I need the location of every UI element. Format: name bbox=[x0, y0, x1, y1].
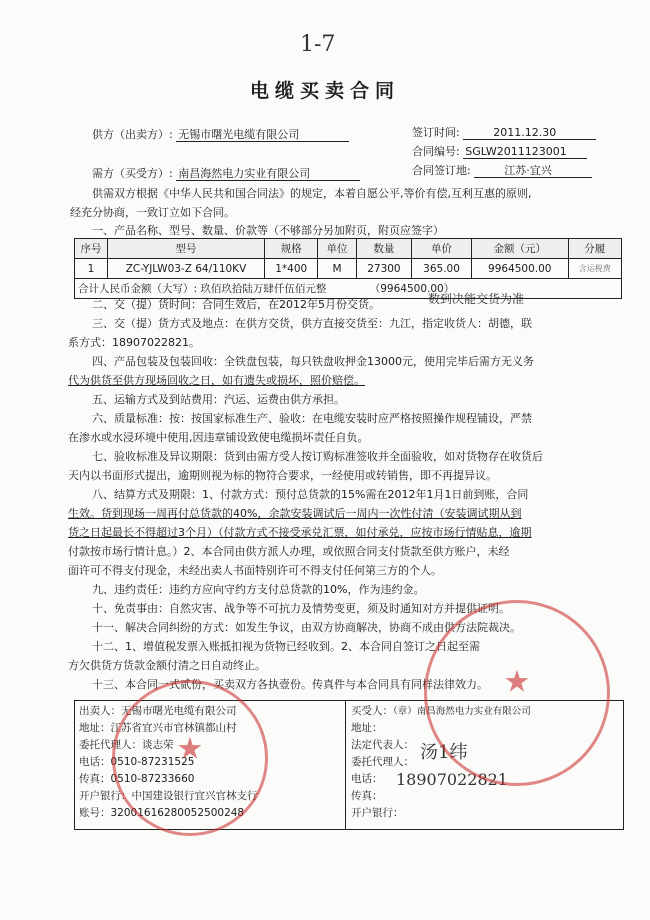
buyer-value: 南昌海然电力实业有限公司 bbox=[176, 167, 360, 181]
supplier-line bbox=[92, 126, 349, 142]
sign-time-line bbox=[412, 124, 596, 140]
cell-spec: 1*400 bbox=[265, 259, 318, 279]
buyer-label: 需方（买受方）: bbox=[92, 167, 173, 180]
supplier-label: 供方（出卖方）: bbox=[92, 128, 173, 141]
buyer-seal-stamp bbox=[424, 600, 610, 786]
clause-12-b: 方欠供货方货款金额付清之日自动终止。 bbox=[68, 659, 266, 672]
contract-no-line bbox=[412, 143, 587, 159]
seller-fax-label: 传真： bbox=[79, 773, 111, 785]
seller-address: 江苏省宜兴市官林镇都山村 bbox=[110, 722, 237, 734]
clause-7-b: 天内以书面形式提出，逾期则视为标的物符合要求，一经使用或转销售，即不再提异议。 bbox=[68, 469, 497, 482]
clause-3-b: 系方式：18907022821。 bbox=[68, 336, 200, 349]
col-header-no: 序号 bbox=[75, 239, 108, 259]
clause-12-a: 十二、1、增值税发票入账抵扣视为货物已经收到。2、本合同自签订之日起至需 bbox=[92, 640, 480, 653]
seller-agent-label: 委托代理人： bbox=[79, 739, 142, 751]
cell-model: ZC-YJLW03-Z 64/110KV bbox=[108, 259, 265, 279]
section1-heading: 一、产品名称、型号、数量、价款等（不够部分另加附页，附页应签字） bbox=[92, 224, 444, 237]
delivery-note-handwritten: 数到决能交货为准 bbox=[428, 292, 525, 306]
clause-2: 二、交（提）货时间：合同生效后，在2012年5月份交货。 bbox=[92, 298, 380, 311]
clause-6-a: 六、质量标准：按：按国家标准生产、验收：在电缆安装时应严格按照操作规程铺设，严禁 bbox=[92, 412, 532, 425]
clause-8-e: 面许可不得支付现金，未经出卖人书面特别许可不得支付任何第三方的个人。 bbox=[68, 564, 442, 577]
clause-4-a: 四、产品包装及包装回收：全铁盘包装，每只铁盘收押金13000元，使用完毕后需方无义务 bbox=[92, 355, 534, 368]
table-row bbox=[75, 259, 622, 279]
buyer-signature-handwritten: 汤1纬 bbox=[420, 742, 468, 763]
table-header-row bbox=[75, 239, 622, 259]
col-header-price: 单价 bbox=[412, 239, 472, 259]
seal-star-icon: ★ bbox=[503, 664, 531, 700]
clause-11: 十一、解决合同纠纷的方式：如发生争议，由双方协商解决，协商不成由供方法院裁决。 bbox=[92, 621, 521, 634]
cell-no: 1 bbox=[75, 259, 108, 279]
buyer-name: （章）南昌海然电力实业有限公司 bbox=[393, 706, 531, 717]
clause-10: 十、免责事由：自然灾害、战争等不可抗力及情势变更，须及时通知对方并提供证明。 bbox=[92, 602, 510, 615]
seller-agent: 谈志荣 bbox=[142, 739, 174, 751]
col-header-model: 型号 bbox=[108, 239, 265, 259]
buyer-address-row: 地址： bbox=[351, 722, 383, 734]
clause-5: 五、运输方式及到站费用：汽运、运费由供方承担。 bbox=[92, 393, 345, 406]
col-header-qty: 数量 bbox=[356, 239, 411, 259]
contract-title: 电缆买卖合同 bbox=[249, 80, 400, 102]
cell-note: 含运税费 bbox=[568, 259, 621, 279]
seller-fax: 0510-87233660 bbox=[110, 773, 195, 785]
clause-6-b: 在渗水或水浸环境中使用,因违章铺设致使电缆损坏责任自负。 bbox=[68, 431, 369, 444]
clause-8-d: 付款按市场行情计息。）2、本合同由供方派人办理，或依照合同支付货款至供方账户，未经 bbox=[68, 545, 510, 558]
cell-amount: 9964500.00 bbox=[472, 259, 569, 279]
cell-price: 365.00 bbox=[412, 259, 472, 279]
signature-divider bbox=[345, 701, 346, 829]
buyer-phone-handwritten: 18907022821 bbox=[396, 770, 508, 789]
intro-line-2: 经充分协商，一致订立如下合同。 bbox=[70, 206, 235, 219]
total-label: 合计人民币金额（大写）: bbox=[78, 283, 198, 295]
buyer-line bbox=[92, 165, 360, 181]
page-number-handwritten: 1-7 bbox=[300, 32, 336, 57]
clause-9: 九、违约责任：违约方应向守约方支付总货款的10%，作为违约金。 bbox=[92, 583, 425, 596]
seller-address-label: 地址： bbox=[79, 722, 111, 734]
buyer-phone-row: 电话： bbox=[351, 773, 383, 785]
clause-3-a: 三、交（提）货方式及地点：在供方交货，供方直接交货至：九江，指定收货人：胡德，联 bbox=[92, 317, 532, 330]
cell-qty: 27300 bbox=[356, 259, 411, 279]
clause-7-a: 七、验收标准及异议期限：货到由需方受人按订购标准签收并全面验收，如对货物存在收货后 bbox=[92, 450, 543, 463]
seller-phone-label: 电话： bbox=[79, 756, 111, 768]
seller-seal-stamp bbox=[112, 680, 268, 836]
seller-name: 无锡市曙光电缆有限公司 bbox=[121, 705, 237, 717]
seller-account: 32001616280052500248 bbox=[110, 807, 245, 819]
sign-time-value: 2011.12.30 bbox=[463, 126, 596, 140]
supplier-value: 无锡市曙光电缆有限公司 bbox=[176, 128, 349, 142]
buyer-rep-row: 法定代表人： bbox=[351, 739, 414, 751]
product-table bbox=[74, 238, 622, 299]
seller-account-label: 账号： bbox=[79, 807, 111, 819]
cell-unit: M bbox=[318, 259, 356, 279]
buyer-name-label: 买受人： bbox=[351, 705, 393, 717]
contract-no-label: 合同编号: bbox=[412, 145, 460, 158]
buyer-fax-row: 传真： bbox=[351, 790, 383, 802]
sign-place-label: 合同签订地: bbox=[412, 164, 471, 177]
sign-place-value: 江苏·宜兴 bbox=[474, 164, 592, 178]
contract-no-value: SGLW2011123001 bbox=[463, 145, 587, 159]
col-header-note: 分履 bbox=[568, 239, 621, 259]
sign-time-label: 签订时间: bbox=[412, 126, 460, 139]
total-words: 玖佰玖拾陆万肆仟伍佰元整 bbox=[200, 283, 327, 295]
clause-8-b: 生效。货到现场一周再付总货款的40%，余款安装调试后一周内一次性付清（安装调试期从到 bbox=[68, 507, 522, 520]
seller-name-label: 出卖人： bbox=[79, 705, 121, 717]
sign-place-line bbox=[412, 162, 592, 178]
total-number: （9964500.00） bbox=[369, 283, 455, 295]
buyer-bank-row: 开户银行： bbox=[351, 807, 404, 819]
clause-13: 十三、本合同一式贰份，买卖双方各执壹份。传真件与本合同具有同样法律效力。 bbox=[92, 678, 488, 691]
intro-line-1: 供需双方根据《中华人民共和国合同法》的规定，本着自愿公平,等价有偿,互利互惠的原则, bbox=[92, 187, 532, 200]
clause-8-c: 货之日起最长不得超过3个月）（付款方式不接受承兑汇票，如付承兑，应按市场行情贴息，逾期 bbox=[68, 526, 532, 539]
col-header-spec: 规格 bbox=[265, 239, 318, 259]
seller-bank-label: 开户银行： bbox=[79, 790, 132, 802]
col-header-amount: 金额（元） bbox=[472, 239, 569, 259]
seal-star-icon: ★ bbox=[176, 731, 204, 767]
buyer-agent-row: 委托代理人： bbox=[351, 756, 414, 768]
clause-4-b: 代为供货至供方现场回收之日，如有遗失或损坏，照价赔偿。 bbox=[68, 374, 365, 387]
col-header-unit: 单位 bbox=[318, 239, 356, 259]
clause-8-a: 八、结算方式及期限：1、付款方式：预付总货款的15%需在2012年1月1日前到账，合同 bbox=[92, 488, 529, 501]
seller-phone: 0510-87231525 bbox=[110, 756, 195, 768]
seller-bank: 中国建设银行宜兴官林支行 bbox=[131, 790, 258, 802]
